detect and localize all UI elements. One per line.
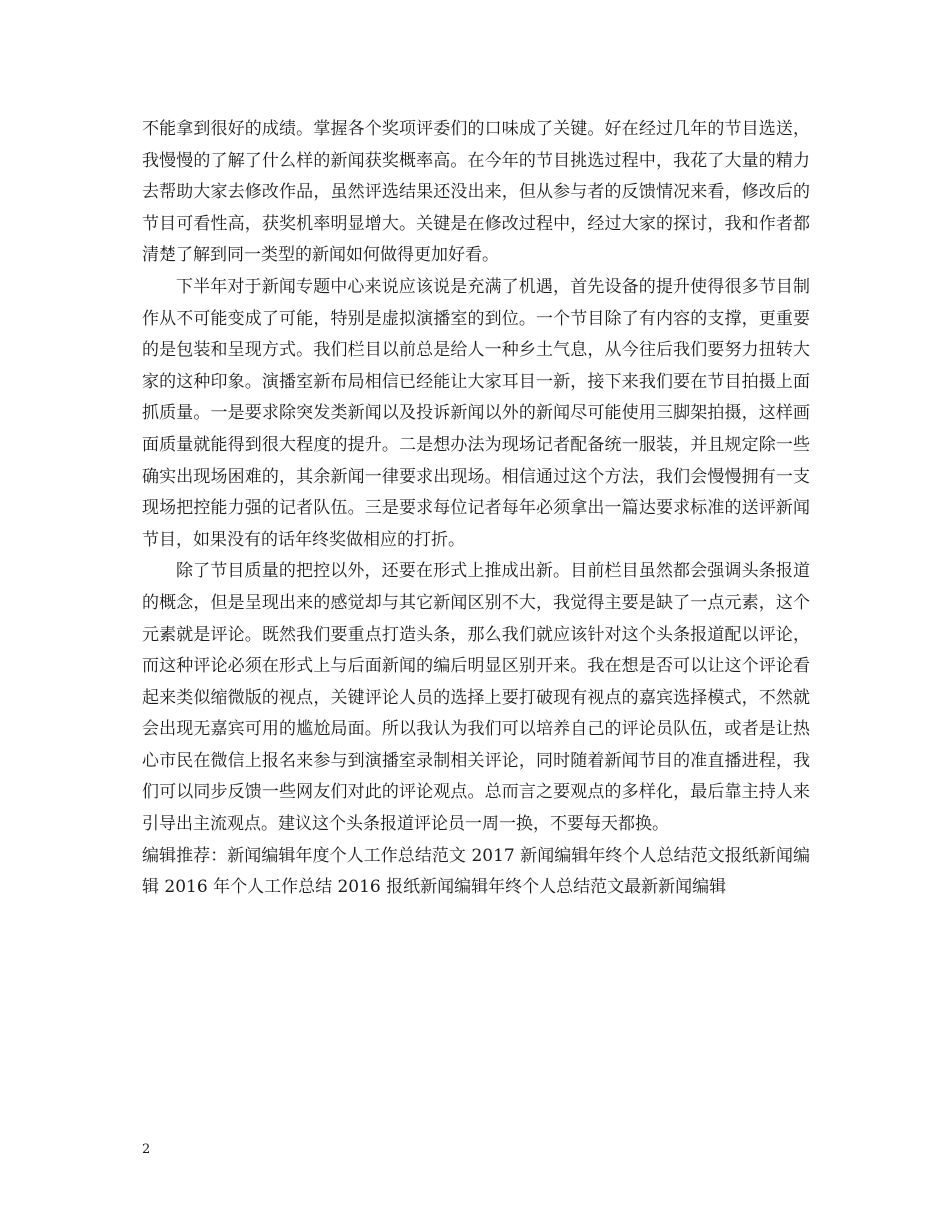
document-body — [142, 114, 810, 904]
editor-recommendation: 编辑推荐：新闻编辑年度个人工作总结范文 2017 新闻编辑年终个人总结范文报纸新闻编辑 2016 年个人工作总结 2016 报纸新闻编辑年终个人总结范文最新新闻编辑 — [142, 845, 810, 898]
paragraph-3: 除了节目质量的把控以外，还要在形式上推成出新。目前栏目虽然都会强调头条报道的概念，但是呈现出来的感觉却与其它新闻区别不大，我觉得主要是缺了一点元素，这个元素就是评论。既然我们要重点打造头条，那么我们就应该针对这个头条报道配以评论，而这种评论必须在形式上与后面新闻的编后明显区别开来。我在想是否可以让这个评论看起来类似缩微版的视点，关键评论人员的选择上要打破现有视点的嘉宾选择模式，不然就会出现无嘉宾可用的尴尬局面。所以我认为我们可以培养自己的评论员队伍，或者是让热心市民在微信上报名来参与到演播室录制相关评论，同时随着新闻节目的准直播进程，我们可以同步反馈一些网友们对此的评论观点。总而言之要观点的多样化，最后靠主持人来引导出主流观点。建议这个头条报道评论员一周一换，不要每天都换。 — [142, 561, 810, 835]
paragraph-1: 不能拿到很好的成绩。掌握各个奖项评委们的口味成了关键。好在经过几年的节目选送，我慢慢的了解了什么样的新闻获奖概率高。在今年的节目挑选过程中，我花了大量的精力去帮助大家去修改作品，虽然评选结果还没出来，但从参与者的反馈情况来看，修改后的节目可看性高，获奖机率明显增大。关键是在修改过程中，经过大家的探讨，我和作者都清楚了解到同一类型的新闻如何做得更加好看。 — [142, 119, 810, 266]
paragraph-2: 下半年对于新闻专题中心来说应该说是充满了机遇，首先设备的提升使得很多节目制作从不可能变成了可能，特别是虚拟演播室的到位。一个节目除了有内容的支撑，更重要的是包装和呈现方式。我们栏目以前总是给人一种乡土气息，从今往后我们要努力扭转大家的这种印象。演播室新布局相信已经能让大家耳目一新，接下来我们要在节目拍摄上面抓质量。一是要求除突发类新闻以及投诉新闻以外的新闻尽可能使用三脚架拍摄，这样画面质量就能得到很大程度的提升。二是想办法为现场记者配备统一服装，并且规定除一些确实出现场困难的，其余新闻一律要求出现场。相信通过这个方法，我们会慢慢拥有一支现场把控能力强的记者队伍。三是要求每位记者每年必须拿出一篇达要求标准的送评新闻节目，如果没有的话年终奖做相应的打折。 — [142, 276, 810, 550]
page-number: 2 — [142, 1142, 151, 1157]
